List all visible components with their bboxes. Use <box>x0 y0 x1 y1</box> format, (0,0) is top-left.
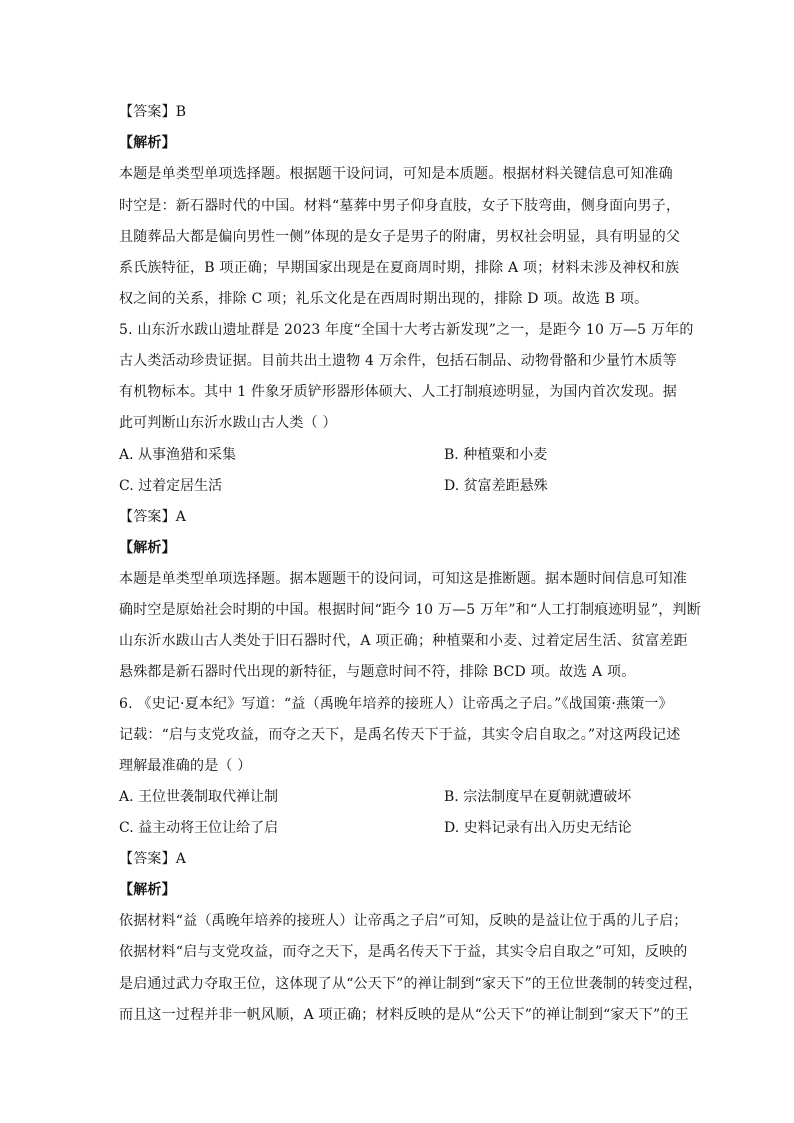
q5-analysis-line-3: 山东沂水跋山古人类处于旧石器时代，A 项正确；种植粟和小麦、过着定居生活、贫富差距 <box>119 633 688 649</box>
q4-analysis-line-3: 且随葬品大都是偏向男性一侧”体现的是女子是男子的附庸，男权社会明显，具有明显的父 <box>119 229 681 245</box>
q6-option-d: D. 史料记录有出入历史无结论 <box>444 820 632 836</box>
q5-option-b: B. 种植粟和小麦 <box>444 447 548 463</box>
q5-stem-line-1: 5. 山东沂水跋山遗址群是 2023 年度“全国十大考古新发现”之一，是距今 10 万—5 万年的 <box>119 322 694 338</box>
q4-answer: 【答案】B <box>119 104 187 120</box>
q6-option-c: C. 益主动将王位让给了启 <box>119 820 279 836</box>
q5-answer: 【答案】A <box>119 509 187 525</box>
q6-stem-line-1: 6. 《史记·夏本纪》写道：“益（禹晚年培养的接班人）让帝禹之子启。”《战国策·燕策一》 <box>119 696 673 712</box>
q5-option-d: D. 贫富差距悬殊 <box>444 478 548 494</box>
q5-option-c: C. 过着定居生活 <box>119 478 223 494</box>
q4-analysis-line-5: 权之间的关系，排除 C 项；礼乐文化是在西周时期出现的，排除 D 项。故选 B 项。 <box>119 291 649 307</box>
q5-stem-line-3: 有机物标本。其中 1 件象牙质铲形器形体硕大、人工打制痕迹明显，为国内首次发现。据 <box>119 384 678 400</box>
q5-analysis-label: 【解析】 <box>119 540 176 556</box>
q5-analysis-line-1: 本题是单类型单项选择题。据本题题干的设问词，可知这是推断题。据本题时间信息可知准 <box>119 571 687 587</box>
q4-analysis-label: 【解析】 <box>119 135 176 151</box>
q5-stem-line-2: 古人类活动珍贵证据。目前共出土遗物 4 万余件，包括石制品、动物骨骼和少量竹木质等 <box>119 353 678 369</box>
q6-analysis-label: 【解析】 <box>119 882 176 898</box>
q4-analysis-line-4: 系氏族特征，B 项正确；早期国家出现是在夏商周时期，排除 A 项；材料未涉及神权和族 <box>119 260 680 276</box>
q6-analysis-line-1: 依据材料“益（禹晚年培养的接班人）让帝禹之子启”可知，反映的是益让位于禹的儿子启； <box>119 913 688 929</box>
q5-analysis-line-4: 悬殊都是新石器时代出现的新特征，与题意时间不符，排除 BCD 项。故选 A 项。 <box>119 664 636 680</box>
q6-stem-line-3: 理解最准确的是（ ） <box>119 758 252 774</box>
q6-analysis-line-3: 是启通过武力夺取王位，这体现了从“公天下”的禅让制到“家天下”的王位世袭制的转变过程， <box>119 976 703 992</box>
q4-analysis-line-2: 时空是：新石器时代的中国。材料“墓葬中男子仰身直肢，女子下肢弯曲，侧身面向男子， <box>119 198 681 214</box>
q6-analysis-line-4: 而且这一过程并非一帆风顺，A 项正确；材料反映的是从“公天下”的禅让制到“家天下”的王 <box>119 1007 689 1023</box>
q6-option-a: A. 王位世袭制取代禅让制 <box>119 789 279 805</box>
q5-analysis-line-2: 确时空是原始社会时期的中国。根据时间“距今 10 万—5 万年”和“人工打制痕迹明显”，判断 <box>119 602 701 618</box>
q6-analysis-line-2: 依据材料“启与支党攻益，而夺之天下，是禹名传天下于益，其实令启自取之”可知，反映的 <box>119 944 688 960</box>
q4-analysis-line-1: 本题是单类型单项选择题。根据题干设问词，可知是本质题。根据材料关键信息可知准确 <box>119 166 673 182</box>
q5-option-a: A. 从事渔猎和采集 <box>119 447 237 463</box>
q6-stem-line-2: 记载：“启与支党攻益，而夺之天下，是禹名传天下于益，其实令启自取之。”对这两段记述 <box>119 727 681 743</box>
q5-stem-line-4: 此可判断山东沂水跋山古人类（ ） <box>119 415 337 431</box>
q6-option-b: B. 宗法制度早在夏朝就遭破坏 <box>444 789 632 805</box>
q6-answer: 【答案】A <box>119 851 187 867</box>
